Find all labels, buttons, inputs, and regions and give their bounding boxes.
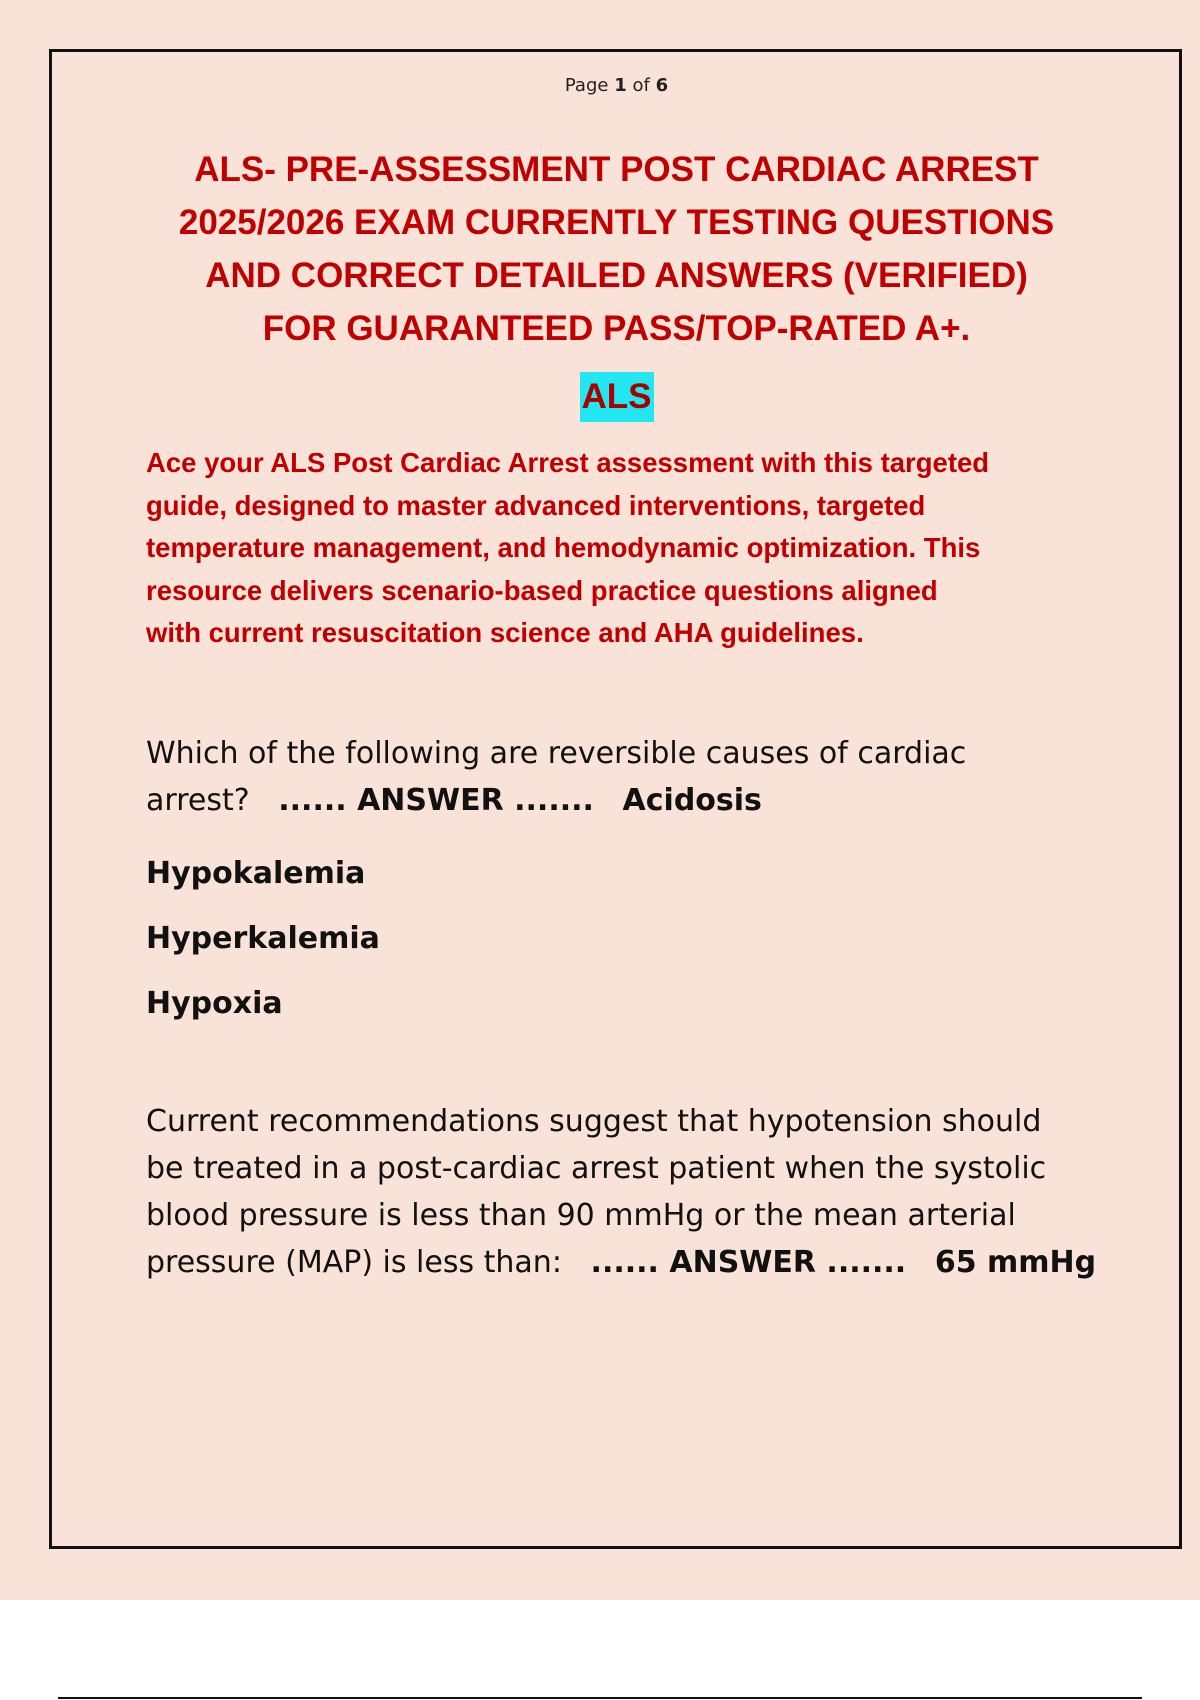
title-line-3: AND CORRECT DETAILED ANSWERS (VERIFIED) xyxy=(205,256,1028,295)
page-label: Page xyxy=(564,75,609,96)
title-line-4: FOR GUARANTEED PASS/TOP-RATED A+. xyxy=(262,309,971,348)
answer-1-item-4: Hypoxia xyxy=(146,986,283,1021)
question-2 xyxy=(146,1098,1136,1286)
question-2-line-1: Current recommendations suggest that hypotension should xyxy=(146,1104,1042,1139)
title-line-2: 2025/2026 EXAM CURRENTLY TESTING QUESTIONS xyxy=(178,203,1055,242)
question-2-line-3: blood pressure is less than 90 mmHg or the mean arterial xyxy=(146,1198,1016,1233)
intro-line-2: guide, designed to master advanced interventions, targeted xyxy=(146,489,926,521)
subject-tag-container xyxy=(0,372,1200,422)
footer-divider xyxy=(58,1697,1142,1699)
question-1-line-1: Which of the following are reversible causes of cardiac xyxy=(146,736,967,771)
title-line-1: ALS- PRE-ASSESSMENT POST CARDIAC ARREST xyxy=(194,150,1039,189)
intro-line-5: with current resuscitation science and AHA guidelines. xyxy=(146,617,864,648)
answer-2-value: 65 mmHg xyxy=(934,1245,1097,1280)
question-2-line-4-text: pressure (MAP) is less than: xyxy=(146,1245,562,1280)
question-2-line-2: be treated in a post-cardiac arrest patient when the systolic xyxy=(146,1151,1047,1186)
answer-1-list xyxy=(146,841,746,1036)
answer-1-item-3: Hyperkalemia xyxy=(146,921,380,956)
answer-1-label: ...... ANSWER ....... xyxy=(278,783,594,818)
intro-line-1: Ace your ALS Post Cardiac Arrest assessment with this targeted xyxy=(146,447,990,478)
question-2-line-4 xyxy=(146,1239,1136,1286)
question-1 xyxy=(146,730,1136,824)
total-page-count: 6 xyxy=(655,75,669,96)
page-of-label: of xyxy=(632,75,650,96)
page-number xyxy=(0,75,1200,96)
answer-1-item-2: Hypokalemia xyxy=(146,856,366,891)
answer-1-first-value: Acidosis xyxy=(622,783,762,818)
answer-2-label: ...... ANSWER ....... xyxy=(590,1245,907,1280)
current-page-number: 1 xyxy=(614,75,627,96)
intro-line-4: resource delivers scenario-based practice questions aligned xyxy=(146,574,938,606)
question-1-line-2-text: arrest? xyxy=(146,783,250,818)
intro-line-3: temperature management, and hemodynamic optimization. This xyxy=(146,532,981,563)
question-1-line-2 xyxy=(146,777,1136,824)
document-title xyxy=(120,143,1113,355)
subject-tag: ALS xyxy=(580,372,654,422)
intro-paragraph xyxy=(146,442,1126,655)
